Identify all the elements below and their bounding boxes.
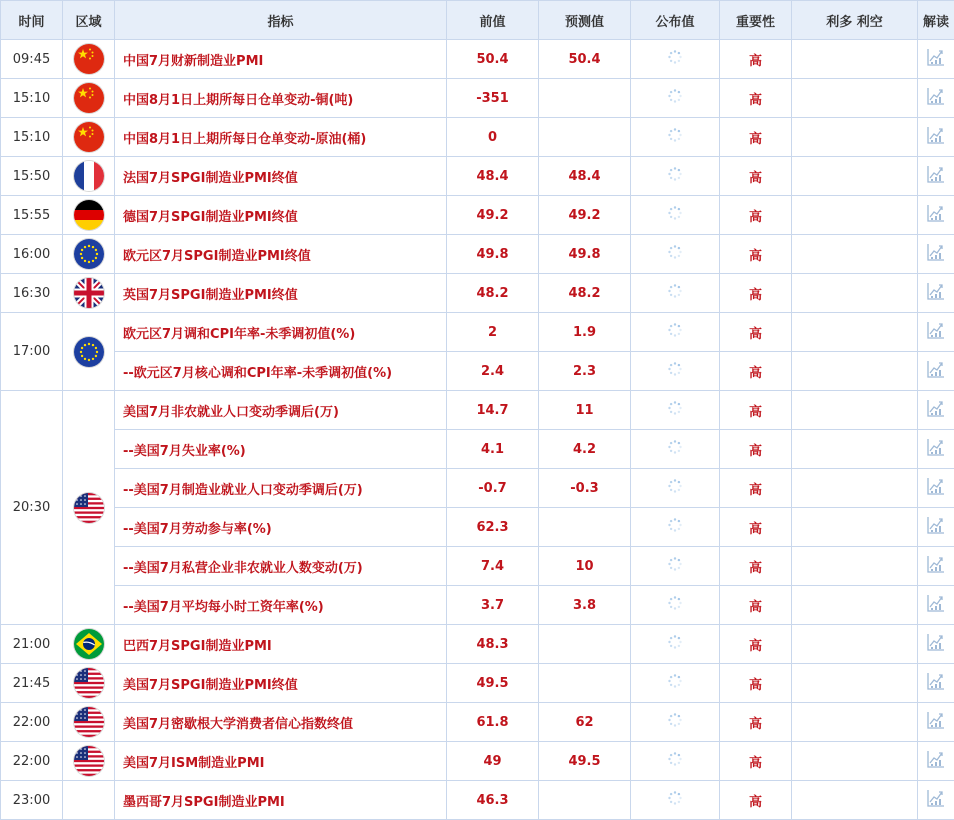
table-row [1, 547, 954, 586]
prev-value: 49.2 [447, 196, 539, 235]
chart-analysis-icon[interactable] [926, 476, 946, 500]
actual-cell [631, 313, 720, 352]
impact-cell [792, 430, 918, 469]
loading-spinner-icon [667, 88, 683, 108]
analysis-cell[interactable] [918, 508, 954, 547]
actual-cell [631, 664, 720, 703]
importance-value: 高 [720, 508, 792, 547]
chart-analysis-icon[interactable] [926, 125, 946, 149]
chart-analysis-icon[interactable] [926, 554, 946, 578]
analysis-cell[interactable] [918, 274, 954, 313]
actual-cell [631, 625, 720, 664]
region-cell [63, 625, 115, 664]
china-flag-icon [74, 83, 104, 113]
chart-analysis-icon[interactable] [926, 398, 946, 422]
uk-flag-icon [74, 278, 104, 308]
germany-flag-icon [74, 200, 104, 230]
forecast-value: 49.2 [539, 196, 631, 235]
analysis-cell[interactable] [918, 235, 954, 274]
region-cell [63, 157, 115, 196]
region-cell [63, 118, 115, 157]
indicator-link[interactable]: 法国7月SPGI制造业PMI终值 [115, 157, 447, 196]
actual-cell [631, 508, 720, 547]
impact-cell [792, 196, 918, 235]
analysis-cell[interactable] [918, 742, 954, 781]
forecast-value: 49.5 [539, 742, 631, 781]
chart-analysis-icon[interactable] [926, 632, 946, 656]
forecast-value: 4.2 [539, 430, 631, 469]
time-cell: 21:45 [1, 664, 63, 703]
prev-value: 46.3 [447, 781, 539, 820]
actual-cell [631, 196, 720, 235]
header-prev: 前值 [447, 1, 539, 40]
prev-value: 50.4 [447, 40, 539, 79]
loading-spinner-icon [667, 790, 683, 810]
table-row [1, 157, 954, 196]
prev-value: 61.8 [447, 703, 539, 742]
forecast-value: 3.8 [539, 586, 631, 625]
table-row [1, 703, 954, 742]
table-row [1, 508, 954, 547]
loading-spinner-icon [667, 712, 683, 732]
indicator-link[interactable]: --欧元区7月核心调和CPI年率-未季调初值(%) [115, 352, 447, 391]
impact-cell [792, 625, 918, 664]
table-row [1, 352, 954, 391]
importance-value: 高 [720, 118, 792, 157]
table-row [1, 79, 954, 118]
analysis-cell[interactable] [918, 196, 954, 235]
time-cell: 22:00 [1, 742, 63, 781]
indicator-link[interactable]: --美国7月平均每小时工资年率(%) [115, 586, 447, 625]
analysis-cell[interactable] [918, 547, 954, 586]
region-cell [63, 196, 115, 235]
loading-spinner-icon [667, 478, 683, 498]
actual-cell [631, 742, 720, 781]
indicator-link[interactable]: 美国7月非农就业人口变动季调后(万) [115, 391, 447, 430]
forecast-value: 48.4 [539, 157, 631, 196]
china-flag-icon [74, 122, 104, 152]
impact-cell [792, 742, 918, 781]
table-header-row [1, 1, 954, 40]
importance-value: 高 [720, 742, 792, 781]
prev-value: 62.3 [447, 508, 539, 547]
chart-analysis-icon[interactable] [926, 359, 946, 383]
importance-value: 高 [720, 547, 792, 586]
loading-spinner-icon [667, 244, 683, 264]
region-cell [63, 40, 115, 79]
actual-cell [631, 79, 720, 118]
impact-cell [792, 118, 918, 157]
prev-value: 49.8 [447, 235, 539, 274]
analysis-cell[interactable] [918, 157, 954, 196]
forecast-value [539, 508, 631, 547]
forecast-value: 62 [539, 703, 631, 742]
region-cell [63, 235, 115, 274]
chart-analysis-icon[interactable] [926, 710, 946, 734]
loading-spinner-icon [667, 205, 683, 225]
analysis-cell[interactable] [918, 781, 954, 820]
forecast-value: 2.3 [539, 352, 631, 391]
analysis-cell[interactable] [918, 469, 954, 508]
header-actual: 公布值 [631, 1, 720, 40]
chart-analysis-icon[interactable] [926, 242, 946, 266]
prev-value: 3.7 [447, 586, 539, 625]
region-cell [63, 79, 115, 118]
analysis-cell[interactable] [918, 430, 954, 469]
indicator-link[interactable]: --美国7月失业率(%) [115, 430, 447, 469]
region-cell [63, 703, 115, 742]
table-row [1, 118, 954, 157]
prev-value: -351 [447, 79, 539, 118]
loading-spinner-icon [667, 673, 683, 693]
impact-cell [792, 586, 918, 625]
forecast-value: 48.2 [539, 274, 631, 313]
impact-cell [792, 508, 918, 547]
indicator-link[interactable]: 欧元区7月SPGI制造业PMI终值 [115, 235, 447, 274]
loading-spinner-icon [667, 556, 683, 576]
impact-cell [792, 664, 918, 703]
region-cell [63, 742, 115, 781]
actual-cell [631, 430, 720, 469]
prev-value: 7.4 [447, 547, 539, 586]
prev-value: 49.5 [447, 664, 539, 703]
prev-value: 0 [447, 118, 539, 157]
chart-analysis-icon[interactable] [926, 203, 946, 227]
prev-value: 48.4 [447, 157, 539, 196]
importance-value: 高 [720, 664, 792, 703]
importance-value: 高 [720, 430, 792, 469]
actual-cell [631, 586, 720, 625]
loading-spinner-icon [667, 322, 683, 342]
loading-spinner-icon [667, 49, 683, 69]
forecast-value: 10 [539, 547, 631, 586]
indicator-link[interactable]: 中国8月1日上期所每日仓单变动-铜(吨) [115, 79, 447, 118]
actual-cell [631, 352, 720, 391]
prev-value: 49 [447, 742, 539, 781]
time-cell: 15:10 [1, 118, 63, 157]
prev-value: 2 [447, 313, 539, 352]
loading-spinner-icon [667, 634, 683, 654]
indicator-link[interactable]: 美国7月SPGI制造业PMI终值 [115, 664, 447, 703]
indicator-link[interactable]: 美国7月密歇根大学消费者信心指数终值 [115, 703, 447, 742]
eu-flag-icon [74, 337, 104, 367]
forecast-value: 50.4 [539, 40, 631, 79]
time-cell: 23:00 [1, 781, 63, 820]
importance-value: 高 [720, 352, 792, 391]
prev-value: 14.7 [447, 391, 539, 430]
impact-cell [792, 313, 918, 352]
table-row [1, 430, 954, 469]
analysis-cell[interactable] [918, 391, 954, 430]
impact-cell [792, 79, 918, 118]
usa-flag-icon [74, 493, 104, 523]
loading-spinner-icon [667, 517, 683, 537]
actual-cell [631, 235, 720, 274]
impact-cell [792, 157, 918, 196]
chart-analysis-icon[interactable] [926, 164, 946, 188]
actual-cell [631, 40, 720, 79]
time-cell: 15:50 [1, 157, 63, 196]
forecast-value: 49.8 [539, 235, 631, 274]
importance-value: 高 [720, 40, 792, 79]
importance-value: 高 [720, 157, 792, 196]
table-row [1, 274, 954, 313]
impact-cell [792, 352, 918, 391]
analysis-cell[interactable] [918, 313, 954, 352]
china-flag-icon [74, 44, 104, 74]
loading-spinner-icon [667, 361, 683, 381]
usa-flag-icon [74, 668, 104, 698]
forecast-value [539, 664, 631, 703]
actual-cell [631, 274, 720, 313]
header-time: 时间 [1, 1, 63, 40]
actual-cell [631, 547, 720, 586]
indicator-link[interactable]: --美国7月私营企业非农就业人数变动(万) [115, 547, 447, 586]
loading-spinner-icon [667, 283, 683, 303]
importance-value: 高 [720, 313, 792, 352]
analysis-cell[interactable] [918, 703, 954, 742]
chart-analysis-icon[interactable] [926, 593, 946, 617]
forecast-value: 11 [539, 391, 631, 430]
table-row [1, 469, 954, 508]
brazil-flag-icon [74, 629, 104, 659]
forecast-value: 1.9 [539, 313, 631, 352]
table-row [1, 586, 954, 625]
analysis-cell[interactable] [918, 586, 954, 625]
header-importance: 重要性 [720, 1, 792, 40]
prev-value: 2.4 [447, 352, 539, 391]
importance-value: 高 [720, 391, 792, 430]
indicator-link[interactable]: 欧元区7月调和CPI年率-未季调初值(%) [115, 313, 447, 352]
table-row [1, 235, 954, 274]
impact-cell [792, 391, 918, 430]
usa-flag-icon [74, 707, 104, 737]
eu-flag-icon [74, 239, 104, 269]
region-cell [63, 391, 115, 625]
importance-value: 高 [720, 274, 792, 313]
indicator-link[interactable]: 中国8月1日上期所每日仓单变动-原油(桶) [115, 118, 447, 157]
prev-value: -0.7 [447, 469, 539, 508]
actual-cell [631, 118, 720, 157]
importance-value: 高 [720, 781, 792, 820]
impact-cell [792, 274, 918, 313]
importance-value: 高 [720, 625, 792, 664]
forecast-value [539, 79, 631, 118]
analysis-cell[interactable] [918, 352, 954, 391]
time-cell: 22:00 [1, 703, 63, 742]
analysis-cell[interactable] [918, 625, 954, 664]
table-row [1, 313, 954, 352]
forecast-value [539, 625, 631, 664]
loading-spinner-icon [667, 595, 683, 615]
actual-cell [631, 703, 720, 742]
loading-spinner-icon [667, 751, 683, 771]
chart-analysis-icon[interactable] [926, 749, 946, 773]
header-forecast: 预测值 [539, 1, 631, 40]
chart-analysis-icon[interactable] [926, 86, 946, 110]
chart-analysis-icon[interactable] [926, 515, 946, 539]
header-analysis: 解读 [918, 1, 954, 40]
indicator-link[interactable]: 英国7月SPGI制造业PMI终值 [115, 274, 447, 313]
impact-cell [792, 235, 918, 274]
importance-value: 高 [720, 586, 792, 625]
loading-spinner-icon [667, 439, 683, 459]
region-cell [63, 274, 115, 313]
indicator-link[interactable]: --美国7月制造业就业人口变动季调后(万) [115, 469, 447, 508]
forecast-value: -0.3 [539, 469, 631, 508]
region-cell [63, 664, 115, 703]
impact-cell [792, 469, 918, 508]
prev-value: 48.2 [447, 274, 539, 313]
chart-analysis-icon[interactable] [926, 788, 946, 812]
table-row [1, 196, 954, 235]
header-impact: 利多 利空 [792, 1, 918, 40]
usa-flag-icon [74, 746, 104, 776]
importance-value: 高 [720, 235, 792, 274]
france-flag-icon [74, 161, 104, 191]
impact-cell [792, 40, 918, 79]
actual-cell [631, 469, 720, 508]
indicator-link[interactable]: 美国7月ISM制造业PMI [115, 742, 447, 781]
analysis-cell[interactable] [918, 40, 954, 79]
loading-spinner-icon [667, 166, 683, 186]
chart-analysis-icon[interactable] [926, 437, 946, 461]
impact-cell [792, 547, 918, 586]
table-row [1, 781, 954, 820]
table-row [1, 742, 954, 781]
forecast-value [539, 118, 631, 157]
table-row [1, 664, 954, 703]
indicator-link[interactable]: 德国7月SPGI制造业PMI终值 [115, 196, 447, 235]
indicator-link[interactable]: 巴西7月SPGI制造业PMI [115, 625, 447, 664]
chart-analysis-icon[interactable] [926, 671, 946, 695]
region-cell [63, 781, 115, 820]
time-cell: 21:00 [1, 625, 63, 664]
time-cell: 20:30 [1, 391, 63, 625]
table-row [1, 625, 954, 664]
analysis-cell[interactable] [918, 118, 954, 157]
analysis-cell[interactable] [918, 664, 954, 703]
forecast-value [539, 781, 631, 820]
table-row [1, 40, 954, 79]
header-indicator: 指标 [115, 1, 447, 40]
impact-cell [792, 781, 918, 820]
chart-analysis-icon[interactable] [926, 281, 946, 305]
table-row [1, 391, 954, 430]
time-cell: 17:00 [1, 313, 63, 391]
time-cell: 16:00 [1, 235, 63, 274]
time-cell: 16:30 [1, 274, 63, 313]
impact-cell [792, 703, 918, 742]
header-region: 区域 [63, 1, 115, 40]
actual-cell [631, 781, 720, 820]
time-cell: 15:55 [1, 196, 63, 235]
importance-value: 高 [720, 703, 792, 742]
region-cell [63, 313, 115, 391]
indicator-link[interactable]: --美国7月劳动参与率(%) [115, 508, 447, 547]
actual-cell [631, 157, 720, 196]
chart-analysis-icon[interactable] [926, 47, 946, 71]
time-cell: 09:45 [1, 40, 63, 79]
prev-value: 4.1 [447, 430, 539, 469]
prev-value: 48.3 [447, 625, 539, 664]
indicator-link[interactable]: 墨西哥7月SPGI制造业PMI [115, 781, 447, 820]
analysis-cell[interactable] [918, 79, 954, 118]
time-cell: 15:10 [1, 79, 63, 118]
indicator-link[interactable]: 中国7月财新制造业PMI [115, 40, 447, 79]
chart-analysis-icon[interactable] [926, 320, 946, 344]
importance-value: 高 [720, 469, 792, 508]
loading-spinner-icon [667, 127, 683, 147]
actual-cell [631, 391, 720, 430]
loading-spinner-icon [667, 400, 683, 420]
importance-value: 高 [720, 196, 792, 235]
importance-value: 高 [720, 79, 792, 118]
